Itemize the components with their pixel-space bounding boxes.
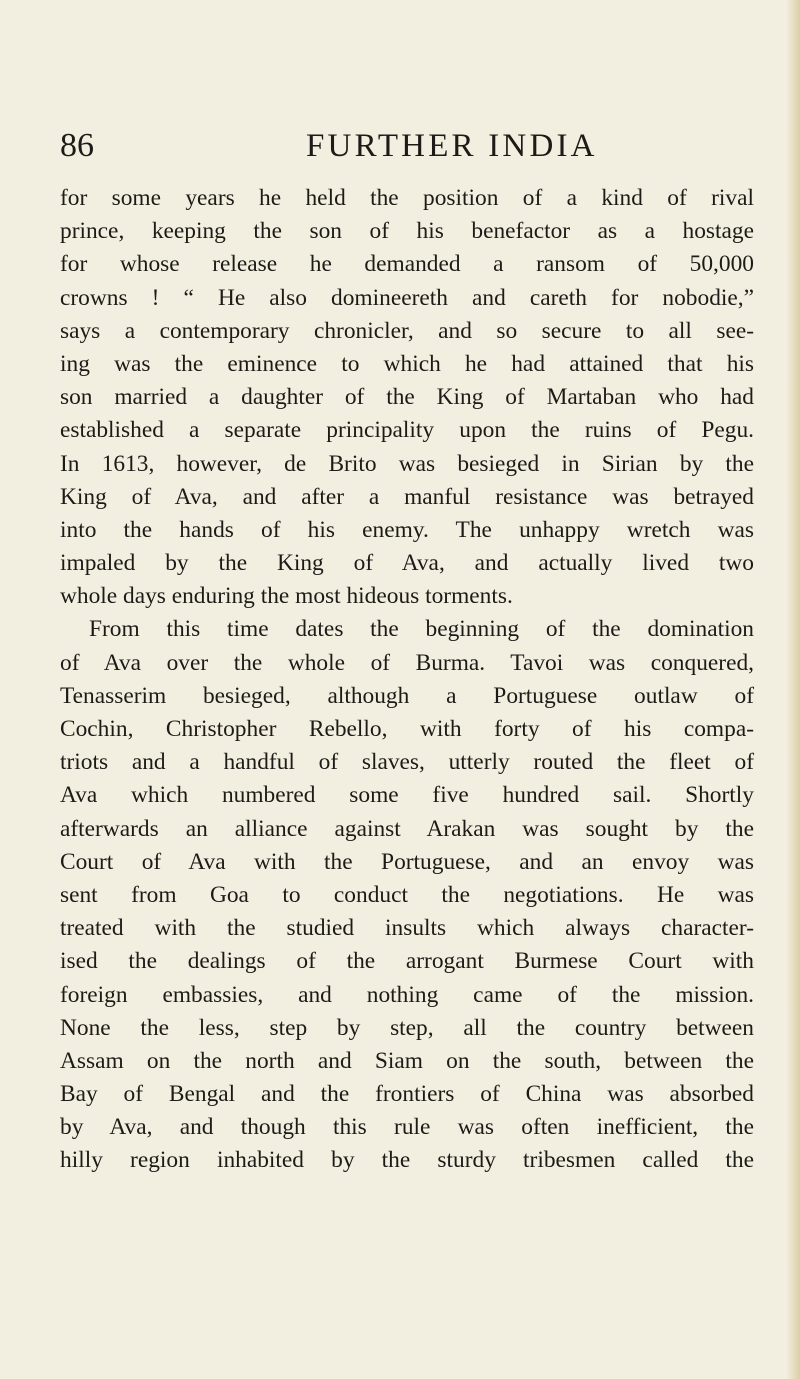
text-line: impaled by the King of Ava, and actually lived two [60, 550, 754, 577]
text-line: Assam on the north and Siam on the south, between the [60, 1047, 754, 1074]
text-line: In 1613, however, de Brito was besieged in Sirian by the [60, 450, 754, 477]
text-line: hilly region inhabited by the sturdy tribesmen called the [60, 1147, 754, 1174]
text-line: ised the dealings of the arrogant Burmese Court with [60, 948, 754, 975]
text-line: King of Ava, and after a manful resistance was betrayed [60, 483, 754, 510]
page-number: 86 [60, 127, 94, 164]
text-line: Bay of Bengal and the frontiers of China was absorbed [60, 1081, 754, 1108]
page-edge-shadow [786, 0, 800, 1379]
text-line: by Ava, and though this rule was often inefficient, the [60, 1114, 754, 1141]
text-line: treated with the studied insults which always character- [60, 915, 754, 942]
text-line: into the hands of his enemy. The unhappy wretch was [60, 516, 754, 543]
text-line: None the less, step by step, all the country between [60, 1014, 754, 1041]
text-line: Court of Ava with the Portuguese, and an envoy was [60, 848, 754, 875]
text-line: Ava which numbered some five hundred sail. Shortly [60, 782, 754, 809]
text-line: foreign embassies, and nothing came of the mission. [60, 981, 754, 1008]
text-line: From this time dates the beginning of the domination [89, 616, 754, 643]
text-line: says a contemporary chronicler, and so secure to all see- [60, 317, 754, 344]
running-title: FURTHER INDIA [306, 128, 598, 164]
text-line: Cochin, Christopher Rebello, with forty of his compa- [60, 716, 754, 742]
text-line: Tenasserim besieged, although a Portuguese outlaw of [60, 682, 754, 709]
body-text [60, 182, 754, 1178]
text-line: for whose release he demanded a ransom of 50,000 [60, 251, 754, 278]
text-line: afterwards an alliance against Arakan was sought by the [60, 815, 754, 842]
text-line: son married a daughter of the King of Martaban who had [60, 384, 754, 411]
text-line: of Ava over the whole of Burma. Tavoi was conquered, [60, 649, 754, 676]
text-line: for some years he held the position of a kind of rival [60, 185, 754, 211]
text-line: prince, keeping the son of his benefactor as a hostage [60, 218, 754, 245]
text-line: whole days enduring the most hideous torments. [60, 583, 513, 610]
text-line: triots and a handful of slaves, utterly routed the fleet of [60, 749, 754, 776]
text-line: ing was the eminence to which he had attained that his [60, 350, 754, 377]
page-header [0, 116, 800, 176]
text-line: sent from Goa to conduct the negotiations. He was [60, 881, 754, 908]
text-line: established a separate principality upon the ruins of Pegu. [60, 417, 754, 444]
text-line: crowns ! “ He also domineereth and careth for nobodie,” [60, 284, 754, 311]
